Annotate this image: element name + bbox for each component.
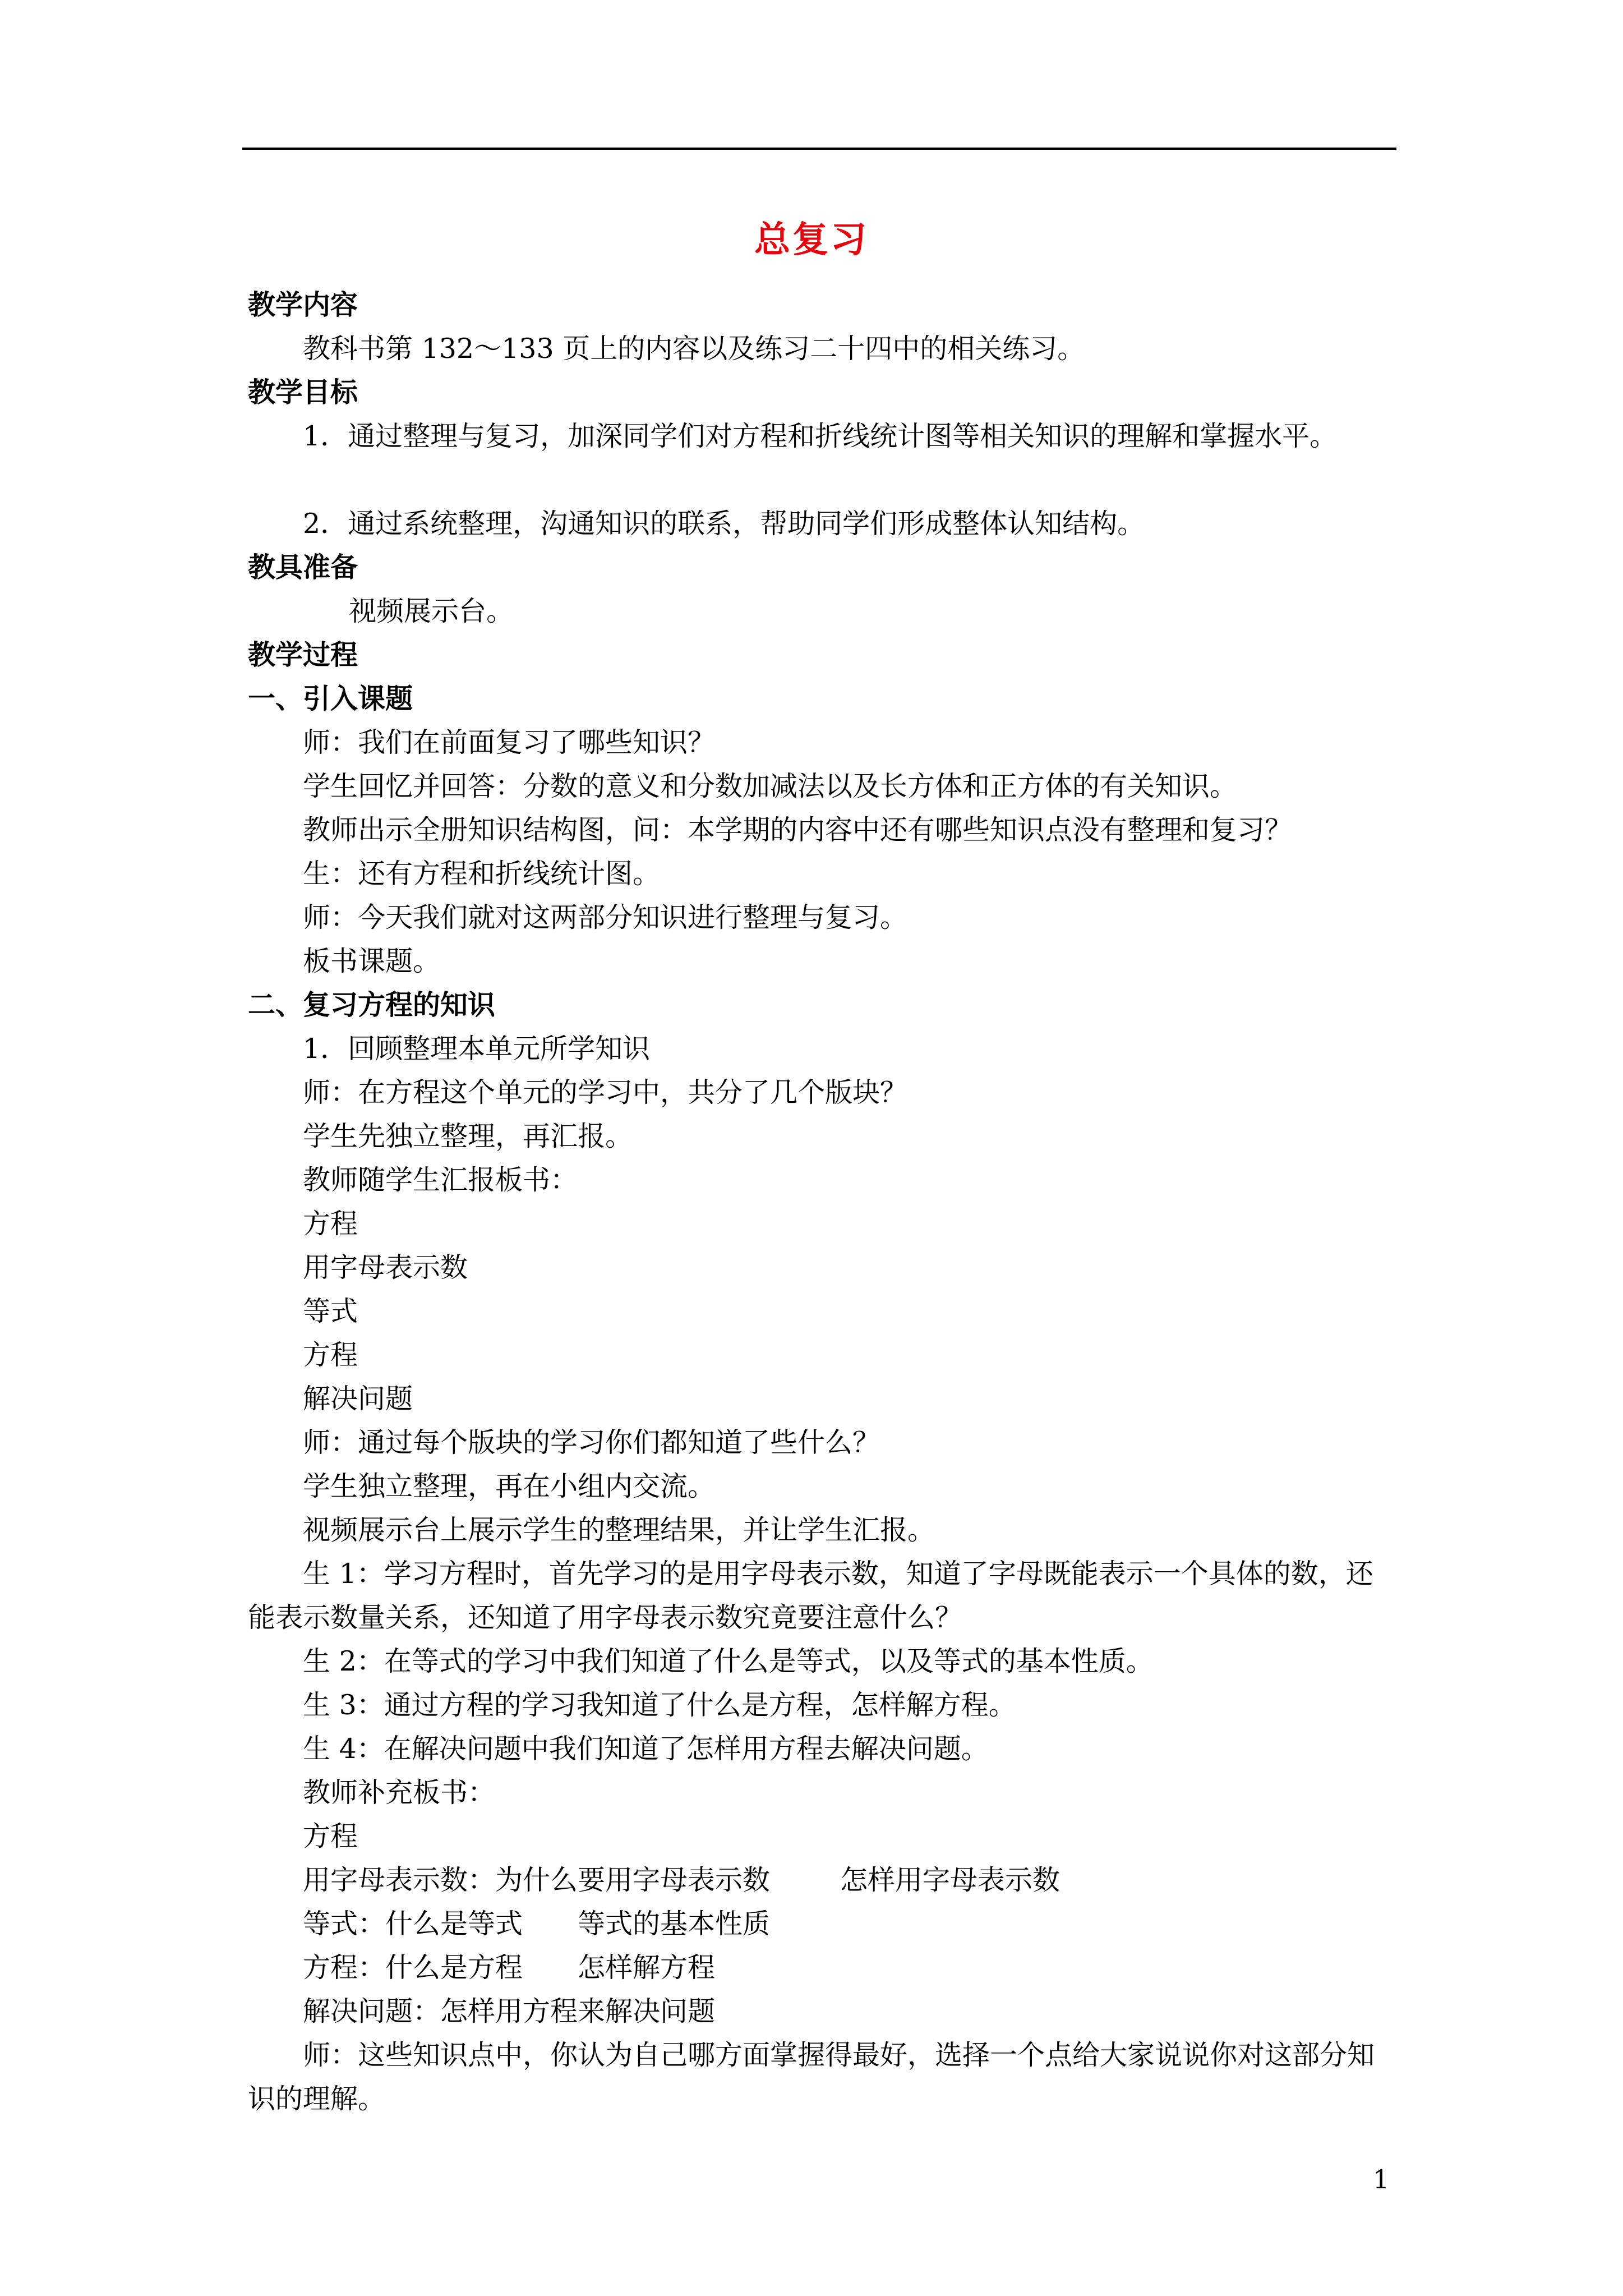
board-item: 用字母表示数 (303, 1251, 468, 1283)
part1-line: 生：还有方程和折线统计图。 (303, 858, 661, 890)
document-body (248, 283, 1398, 2121)
board-item: 方程 (303, 1208, 358, 1240)
board-item: 方程 (303, 1820, 358, 1852)
heading-teaching-content: 教学内容 (248, 289, 358, 321)
board-item: 方程 (303, 1339, 358, 1371)
teaching-tools-text: 视频展示台。 (349, 595, 514, 627)
board-row-3-left: 方程：什么是方程 (303, 1952, 523, 1984)
heading-teaching-process: 教学过程 (248, 639, 358, 671)
board-row-3 (248, 1946, 1398, 1990)
board-row-3-right: 怎样解方程 (578, 1952, 716, 1984)
heading-teaching-tools: 教具准备 (248, 551, 358, 583)
teaching-content-text: 教科书第 132～133 页上的内容以及练习二十四中的相关练习。 (303, 333, 1085, 365)
goal-item-2: 2．通过系统整理，沟通知识的联系，帮助同学们形成整体认知结构。 (303, 508, 1145, 540)
part1-line: 师：我们在前面复习了哪些知识？ (303, 726, 716, 758)
part1-line: 板书课题。 (303, 945, 441, 977)
board-item: 等式 (303, 1295, 358, 1327)
heading-part-1: 一、引入课题 (248, 683, 413, 715)
board-row-1-right: 怎样用字母表示数 (840, 1864, 1061, 1896)
part1-line: 教师出示全册知识结构图，问：本学期的内容中还有哪些知识点没有整理和复习？ (303, 814, 1293, 846)
student-1-paragraph: 生 1：学习方程时，首先学习的是用字母表示数，知道了字母既能表示一个具体的数，还能表示数量关系，还知道了用字母表示数究竟要注意什么？ (248, 1558, 1373, 1634)
page-title: 总复习 (754, 219, 869, 261)
board-row-2 (248, 1902, 1398, 1946)
heading-teaching-goals: 教学目标 (248, 376, 358, 408)
teacher-final-paragraph: 师：这些知识点中，你认为自己哪方面掌握得最好，选择一个点给大家说说你对这部分知识的理解。 (248, 2039, 1375, 2115)
board-row-4: 解决问题：怎样用方程来解决问题 (303, 1995, 716, 2027)
paragraph-gap (248, 458, 1398, 502)
header-rule (242, 148, 1396, 150)
board-row-2-left: 等式：什么是等式 (303, 1908, 523, 1940)
part2-line: 学生独立整理，再在小组内交流。 (303, 1470, 716, 1502)
board-row-1 (248, 1858, 1398, 1902)
part1-line: 师：今天我们就对这两部分知识进行整理与复习。 (303, 901, 908, 933)
student-line: 生 3：通过方程的学习我知道了什么是方程，怎样解方程。 (303, 1689, 1016, 1721)
student-line: 教师补充板书： (303, 1777, 496, 1809)
part2-line: 学生先独立整理，再汇报。 (303, 1120, 633, 1152)
student-line: 生 2：在等式的学习中我们知道了什么是等式，以及等式的基本性质。 (303, 1645, 1154, 1677)
heading-part-2: 二、复习方程的知识 (248, 989, 496, 1021)
part2-line: 视频展示台上展示学生的整理结果，并让学生汇报。 (303, 1514, 935, 1546)
page-number: 1 (1373, 2164, 1390, 2194)
goal-item-1: 1．通过整理与复习，加深同学们对方程和折线统计图等相关知识的理解和掌握水平。 (303, 420, 1338, 452)
part2-line: 师：在方程这个单元的学习中，共分了几个版块？ (303, 1076, 908, 1108)
board-row-1-left: 用字母表示数：为什么要用字母表示数 (303, 1864, 771, 1896)
part2-line: 师：通过每个版块的学习你们都知道了些什么？ (303, 1427, 880, 1458)
part1-line: 学生回忆并回答：分数的意义和分数加减法以及长方体和正方体的有关知识。 (303, 770, 1238, 802)
part2-line: 教师随学生汇报板书： (303, 1164, 578, 1196)
student-line: 生 4：在解决问题中我们知道了怎样用方程去解决问题。 (303, 1733, 989, 1765)
board-item: 解决问题 (303, 1383, 413, 1415)
board-row-2-right: 等式的基本性质 (578, 1908, 771, 1940)
part2-line: 1．回顾整理本单元所学知识 (303, 1033, 651, 1065)
